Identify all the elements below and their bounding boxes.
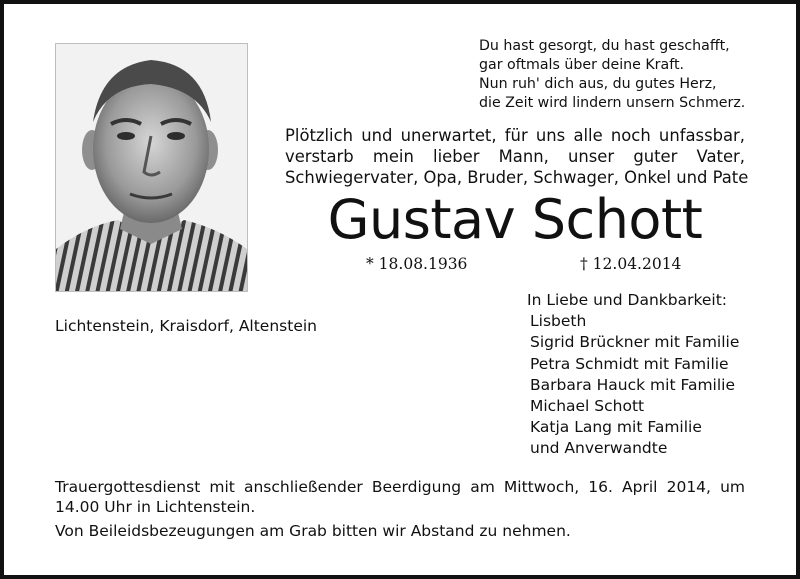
portrait-photo <box>55 43 248 292</box>
mourner-name: Barbara Hauck mit Familie <box>530 375 735 394</box>
mourner-name: Lisbeth <box>530 312 587 331</box>
service-line: Trauergottesdienst mit anschließender Beerdigung am Mittwoch, 16. April 2014, um <box>55 478 745 496</box>
mourner-name: und Anverwandte <box>530 439 668 458</box>
mourner-name: Katja Lang mit Familie <box>530 418 702 437</box>
poem-line: die Zeit wird lindern unsern Schmerz. <box>479 95 746 111</box>
mourner-name: Sigrid Brückner mit Familie <box>530 333 740 352</box>
announcement-text <box>285 125 749 188</box>
birth-date: * 18.08.1936 <box>366 255 468 273</box>
announcement-line: verstarb mein lieber Mann, unser guter Vater, <box>285 147 745 166</box>
mourners-heading: In Liebe und Dankbarkeit: <box>527 291 728 309</box>
mourner-name: Michael Schott <box>530 397 645 416</box>
condolence-note: Von Beileidsbezeugungen am Grab bitten wir Abstand zu nehmen. <box>55 522 571 540</box>
announcement-line: Plötzlich und unerwartet, für uns alle noch unfassbar, <box>285 126 745 145</box>
mourner-name: Petra Schmidt mit Familie <box>530 354 729 373</box>
service-line: 14.00 Uhr in Lichtenstein. <box>55 498 256 516</box>
portrait-image <box>56 44 247 291</box>
poem-line: Nun ruh' dich aus, du gutes Herz, <box>479 76 717 92</box>
mourners-list <box>527 290 739 460</box>
poem-line: Du hast gesorgt, du hast geschafft, <box>479 38 730 54</box>
deceased-name: Gustav Schott <box>327 188 703 251</box>
poem-line: gar oftmals über deine Kraft. <box>479 57 685 73</box>
death-date: † 12.04.2014 <box>580 255 682 273</box>
places: Lichtenstein, Kraisdorf, Altenstein <box>55 317 317 335</box>
announcement-line: Schwiegervater, Opa, Bruder, Schwager, Onkel und Pate <box>285 168 749 187</box>
funeral-service-info <box>55 477 745 517</box>
poem <box>479 37 745 113</box>
